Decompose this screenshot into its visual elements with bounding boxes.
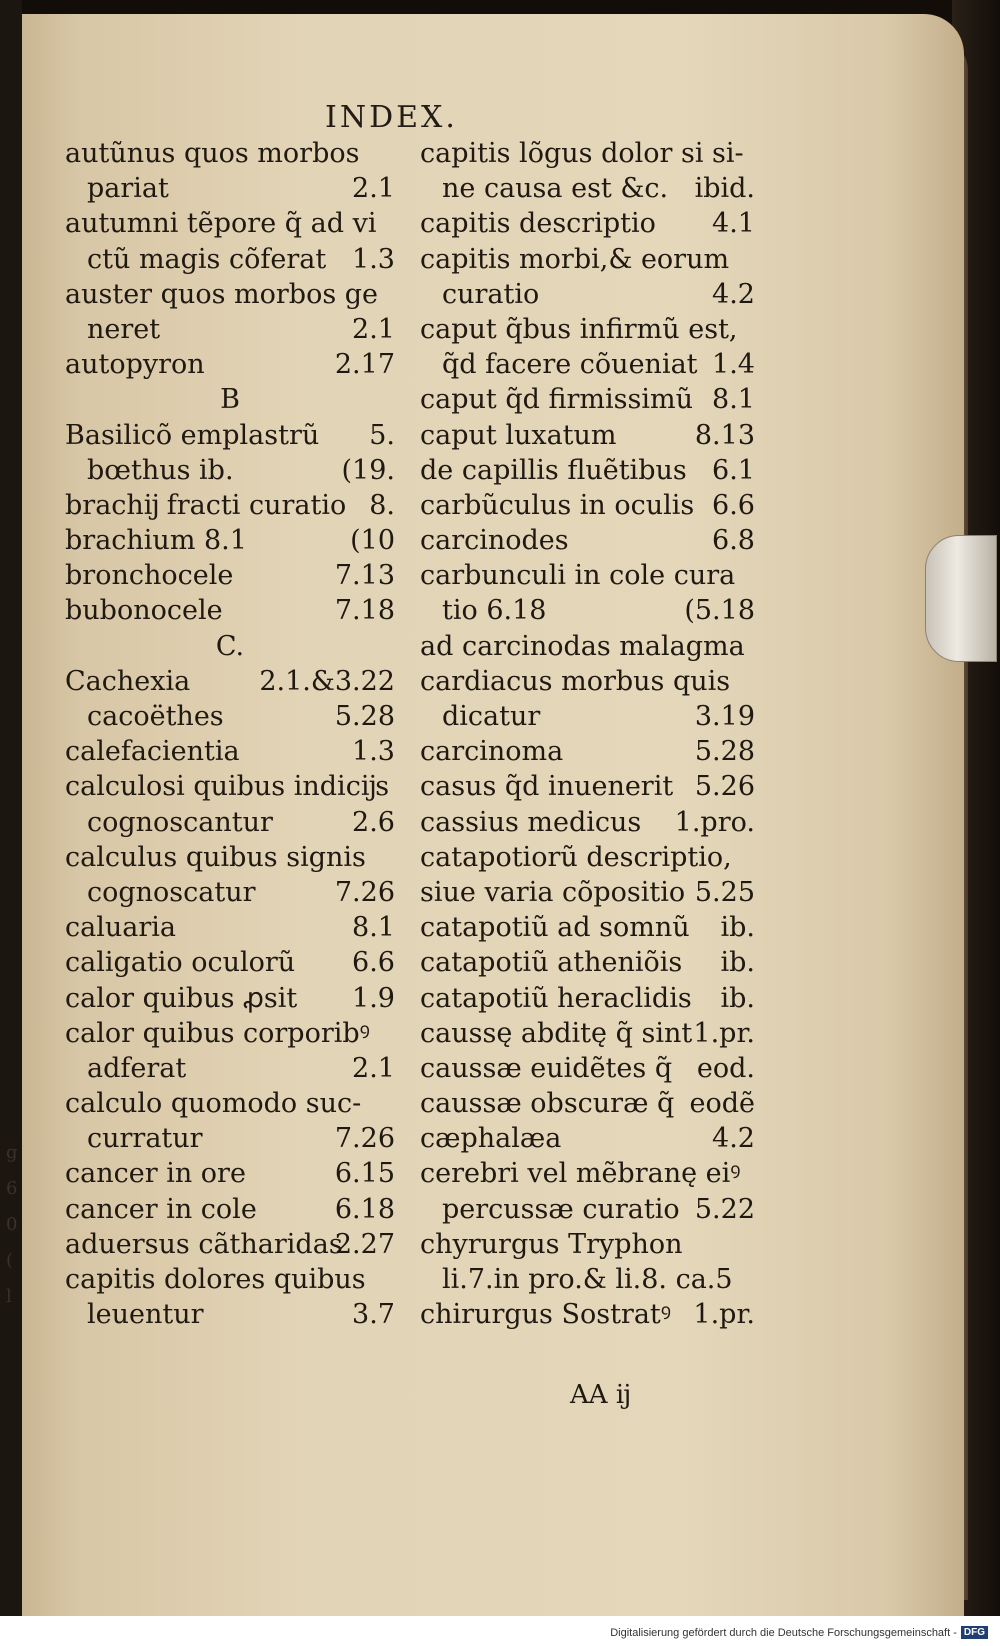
entry-term: neret <box>87 313 161 345</box>
index-entry <box>65 1262 395 1297</box>
index-entry <box>420 875 755 910</box>
index-entry <box>420 1051 755 1086</box>
index-entry <box>65 664 395 699</box>
entry-reference: (19. <box>341 454 395 486</box>
index-entry <box>65 418 395 453</box>
entry-term: auster quos morbos ge <box>65 278 379 310</box>
entry-reference: 4.2 <box>712 278 755 310</box>
index-entry <box>420 629 755 664</box>
entry-reference: 8.1 <box>712 384 755 416</box>
index-entry <box>420 277 755 312</box>
entry-term: catapotiũ ad somnũ <box>420 912 690 944</box>
index-entry <box>65 945 395 980</box>
entry-reference: 5.28 <box>694 736 755 768</box>
index-entry <box>420 347 755 382</box>
index-entry <box>420 136 755 171</box>
entry-reference: 7.26 <box>334 1123 395 1155</box>
index-entry <box>65 453 395 488</box>
entry-term: tio 6.18 <box>442 595 547 627</box>
index-entry <box>420 1016 755 1051</box>
section-letter <box>65 629 395 664</box>
entry-term: bronchocele <box>65 560 234 592</box>
entry-term: calculus quibus signis <box>65 841 366 873</box>
page-header: INDEX. <box>325 100 458 135</box>
entry-term: cassius medicus <box>420 806 642 838</box>
entry-reference: 7.26 <box>334 876 395 908</box>
entry-term: caput luxatum <box>420 419 617 451</box>
entry-term: C. <box>215 630 245 662</box>
entry-term: calculo quomodo suc- <box>65 1088 362 1120</box>
entry-term: q̃d facere cõueniat <box>442 349 698 381</box>
entry-term: cognoscantur <box>87 806 273 838</box>
entry-term: calefacientia <box>65 736 240 768</box>
bookmark-clip <box>925 535 997 662</box>
entry-reference: 8. <box>369 489 395 521</box>
entry-reference: 1.3 <box>352 243 395 275</box>
index-entry <box>420 312 755 347</box>
entry-term: pariat <box>87 173 169 205</box>
index-entry <box>65 1192 395 1227</box>
index-entry <box>420 593 755 628</box>
entry-term: capitis lõgus dolor si si- <box>420 138 744 169</box>
entry-term: chirurgus Sostratꝰ <box>420 1299 672 1331</box>
index-entry <box>420 1086 755 1121</box>
entry-term: aduersus cãtharidas <box>65 1228 343 1260</box>
margin-mark: l <box>6 1286 12 1307</box>
entry-reference: 5. <box>369 419 395 451</box>
index-entry <box>420 664 755 699</box>
index-entry <box>420 805 755 840</box>
entry-term: brachĳ fracti curatio <box>65 489 347 521</box>
entry-reference: 1.4 <box>712 349 755 381</box>
entry-reference: 2.17 <box>334 349 395 381</box>
entry-term: caussæ euidẽtes q̃ <box>420 1052 673 1084</box>
index-entry <box>65 523 395 558</box>
entry-term: bubonocele <box>65 595 223 627</box>
entry-reference: 5.25 <box>694 876 755 908</box>
entry-term: capitis dolores quibus <box>65 1264 366 1295</box>
index-entry <box>65 206 395 241</box>
entry-reference: 1.9 <box>352 982 395 1014</box>
entry-term: cardiacus morbus quis <box>420 665 731 697</box>
index-entry <box>65 242 395 277</box>
index-entry <box>65 277 395 312</box>
index-entry <box>420 910 755 945</box>
entry-reference: 6.1 <box>712 454 755 486</box>
entry-term: cæphalæa <box>420 1123 562 1155</box>
index-entry <box>65 1016 395 1051</box>
book-cover-left <box>0 0 22 1646</box>
entry-reference: 2.6 <box>352 806 395 838</box>
entry-reference: 5.22 <box>694 1193 755 1225</box>
margin-mark: ( <box>6 1250 14 1271</box>
entry-reference: ib. <box>720 947 755 979</box>
index-entry <box>420 945 755 980</box>
footer-text: Digitalisierung gefördert durch die Deutsche Forschungsgemeinschaft - <box>610 1626 957 1639</box>
entry-reference: 6.6 <box>712 489 755 521</box>
entry-term: chyrurgus Tryphon <box>420 1228 683 1260</box>
index-entry <box>65 347 395 382</box>
entry-reference: 5.26 <box>694 771 755 803</box>
index-entry <box>65 734 395 769</box>
entry-reference: 6.15 <box>334 1158 395 1190</box>
index-entry <box>65 1297 395 1332</box>
index-entry <box>65 875 395 910</box>
entry-term: catapotiorũ descriptio, <box>420 841 732 873</box>
index-entry <box>65 1156 395 1191</box>
index-entry <box>65 805 395 840</box>
entry-reference: 2.1 <box>352 173 395 205</box>
entry-term: casus q̃d inuenerit <box>420 771 674 803</box>
index-entry <box>420 769 755 804</box>
index-entry <box>65 840 395 875</box>
entry-reference: 6.18 <box>334 1193 395 1225</box>
entry-reference: 5.28 <box>334 701 395 732</box>
entry-reference: 7.13 <box>334 560 395 592</box>
entry-term: catapotiũ heraclidis <box>420 982 692 1014</box>
index-entry <box>420 840 755 875</box>
entry-term: cacoëthes <box>87 701 224 732</box>
entry-reference: eod. <box>696 1052 755 1084</box>
index-entry <box>65 1086 395 1121</box>
index-entry <box>65 769 395 804</box>
entry-term: capitis morbi,& eorum <box>420 243 730 275</box>
entry-reference: 7.18 <box>334 595 395 627</box>
entry-term: caussę abditę q̃ sint <box>420 1017 693 1049</box>
entry-term: Cachexia <box>65 665 191 697</box>
entry-term: curratur <box>87 1123 203 1155</box>
entry-term: autumni tẽpore q̃ ad vi <box>65 208 377 240</box>
entry-reference: 6.6 <box>352 947 395 979</box>
index-entry <box>420 981 755 1016</box>
entry-reference: 4.1 <box>712 208 755 240</box>
index-entry <box>420 453 755 488</box>
index-entry <box>65 1121 395 1156</box>
section-letter <box>65 382 395 417</box>
entry-term: calculosi quibus indicĳs <box>65 771 390 803</box>
index-entry <box>420 734 755 769</box>
dfg-logo: DFG <box>961 1626 988 1639</box>
margin-marks <box>6 1135 20 1315</box>
index-entry <box>65 699 395 734</box>
entry-term: cerebri vel mẽbranę eiꝰ <box>420 1158 741 1190</box>
entry-term: carcinodes <box>420 525 569 557</box>
entry-reference: 2.1.&3.22 <box>259 665 395 697</box>
entry-reference: 4.2 <box>712 1123 755 1155</box>
index-entry <box>420 558 755 593</box>
margin-mark: 6 <box>6 1178 18 1199</box>
entry-reference: 1.3 <box>352 736 395 768</box>
funding-footer <box>610 1626 988 1639</box>
index-entry <box>420 1227 755 1262</box>
index-entry <box>420 418 755 453</box>
entry-term: Basilicõ emplastrũ <box>65 419 320 451</box>
index-entry <box>65 312 395 347</box>
entry-reference: ib. <box>720 912 755 944</box>
entry-term: autũnus quos morbos <box>65 138 360 169</box>
index-entry <box>65 558 395 593</box>
index-entry <box>420 488 755 523</box>
entry-reference: (5.18 <box>684 595 755 627</box>
index-column-right <box>420 136 755 1332</box>
entry-term: catapotiũ atheniõis <box>420 947 683 979</box>
signature-mark: AA ĳ <box>570 1380 630 1410</box>
entry-term: carbũculus in oculis <box>420 489 695 521</box>
index-entry <box>65 488 395 523</box>
entry-term: caput q̃d firmissimũ <box>420 384 693 416</box>
entry-reference: 2.1 <box>352 1052 395 1084</box>
index-entry <box>65 136 395 171</box>
entry-reference: 2.27 <box>334 1228 395 1260</box>
entry-term: adferat <box>87 1052 187 1084</box>
index-entry <box>420 1297 755 1332</box>
entry-term: brachium 8.1 <box>65 525 247 557</box>
index-entry <box>420 1156 755 1191</box>
index-entry <box>420 523 755 558</box>
index-entry <box>420 171 755 206</box>
entry-term: capitis descriptio <box>420 208 656 240</box>
index-entry <box>65 981 395 1016</box>
entry-term: ad carcinodas malagma <box>420 630 745 662</box>
entry-term: carcinoma <box>420 736 564 768</box>
entry-term: leuentur <box>87 1299 204 1331</box>
entry-term: ne causa est &c. <box>442 173 669 205</box>
entry-reference: 2.1 <box>352 313 395 345</box>
entry-reference: 1.pr. <box>693 1299 755 1331</box>
entry-term: siue varia cõpositio <box>420 876 686 908</box>
entry-term: cancer in ore <box>65 1158 246 1190</box>
entry-reference: 1.pro. <box>674 806 755 838</box>
entry-term: ctũ magis cõferat <box>87 243 327 275</box>
entry-term: cognoscatur <box>87 876 256 908</box>
entry-reference: eodẽ <box>689 1088 755 1120</box>
entry-term: li.7.in pro.& li.8. ca.5 <box>442 1264 733 1295</box>
entry-term: bœthus ib. <box>87 454 234 486</box>
entry-term: cancer in cole <box>65 1193 257 1225</box>
index-entry <box>420 1262 755 1297</box>
index-entry <box>420 1121 755 1156</box>
entry-term: percussæ curatio <box>442 1193 680 1225</box>
entry-term: carbunculi in cole cura <box>420 560 736 592</box>
index-entry <box>420 699 755 734</box>
index-entry <box>420 382 755 417</box>
entry-reference: 1.pr. <box>693 1017 755 1049</box>
index-entry <box>65 910 395 945</box>
entry-term: autopyron <box>65 349 205 381</box>
entry-reference: ibid. <box>694 173 755 205</box>
index-entry <box>420 242 755 277</box>
entry-reference: 3.7 <box>352 1299 395 1331</box>
entry-reference: 8.1 <box>352 912 395 944</box>
index-entry <box>420 206 755 241</box>
entry-reference: ib. <box>720 982 755 1014</box>
entry-term: caussæ obscuræ q̃ <box>420 1088 675 1120</box>
entry-reference: (10 <box>350 525 395 557</box>
entry-term: de capillis fluẽtibus <box>420 454 687 486</box>
index-entry <box>65 1227 395 1262</box>
index-entry <box>420 1192 755 1227</box>
entry-term: calor quibus ꝓsit <box>65 982 298 1014</box>
entry-term: B <box>220 384 240 416</box>
margin-mark: 0 <box>6 1214 18 1235</box>
index-entry <box>65 1051 395 1086</box>
entry-term: caligatio oculorũ <box>65 947 296 979</box>
index-column-left <box>65 136 395 1332</box>
entry-term: dicatur <box>442 701 541 732</box>
entry-term: caput q̃bus infirmũ est, <box>420 313 738 345</box>
entry-term: caluaria <box>65 912 176 944</box>
entry-reference: 3.19 <box>694 701 755 732</box>
entry-reference: 8.13 <box>694 419 755 451</box>
index-entry <box>65 171 395 206</box>
margin-mark: g <box>6 1142 18 1163</box>
index-entry <box>65 593 395 628</box>
entry-reference: 6.8 <box>712 525 755 557</box>
entry-term: curatio <box>442 278 540 310</box>
entry-term: calor quibus corporibꝰ <box>65 1017 370 1049</box>
